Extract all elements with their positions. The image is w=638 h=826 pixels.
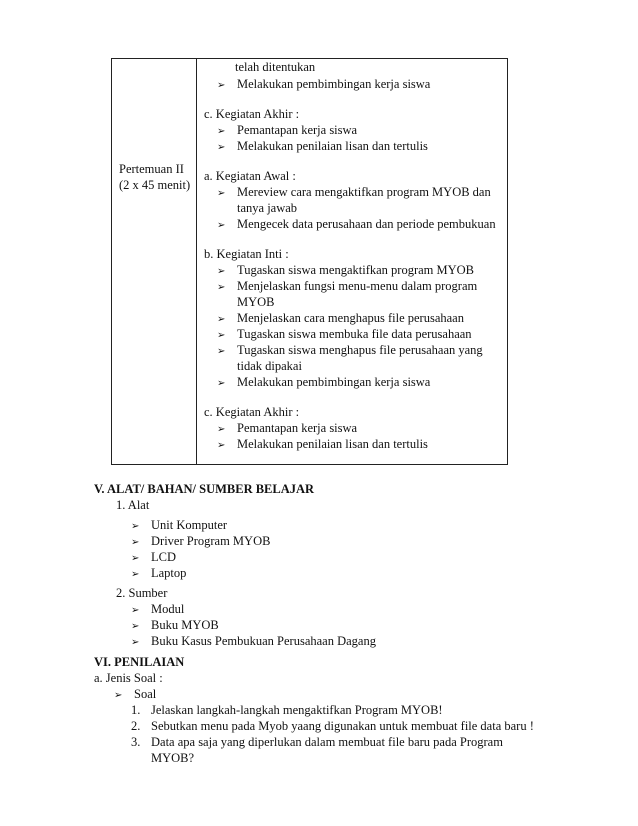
arrow-bullet-icon: ➢ [217, 142, 226, 153]
list-item: ➢ Pemantapan kerja siswa [217, 122, 357, 140]
activity-cell [197, 59, 508, 465]
arrow-bullet-icon: ➢ [217, 424, 226, 435]
continued-text: telah ditentukan [235, 60, 316, 74]
alat-heading: 1. Alat [116, 498, 150, 512]
question-item: 1. Jelaskan langkah-langkah mengaktifkan Program MYOB! [131, 703, 443, 717]
meeting-cell [112, 59, 197, 465]
list-item-continuation: MYOB [237, 295, 275, 309]
list-item-continuation: tidak dipakai [237, 359, 302, 373]
question-item: 3. Data apa saja yang diperlukan dalam membuat file baru pada Program [131, 735, 503, 749]
list-item: ➢ Laptop [131, 565, 186, 583]
list-item: ➢ Soal [114, 686, 156, 704]
arrow-bullet-icon: ➢ [131, 621, 140, 632]
list-item: ➢ LCD [131, 549, 176, 567]
list-item: ➢ Buku Kasus Pembukuan Perusahaan Dagang [131, 633, 376, 651]
arrow-bullet-icon: ➢ [217, 314, 226, 325]
list-item: ➢ Modul [131, 601, 184, 619]
akhir-heading: c. Kegiatan Akhir : [204, 405, 300, 419]
arrow-bullet-icon: ➢ [131, 521, 140, 532]
list-item: ➢ Mengecek data perusahaan dan periode pembukuan [217, 216, 496, 234]
sumber-heading: 2. Sumber [116, 586, 168, 600]
section-vi-heading: VI. PENILAIAN [94, 655, 185, 669]
list-item: ➢ Mereview cara mengaktifkan program MYOB dan [217, 184, 491, 202]
arrow-bullet-icon: ➢ [131, 553, 140, 564]
list-item: ➢ Melakukan pembimbingan kerja siswa [217, 374, 430, 392]
arrow-bullet-icon: ➢ [131, 605, 140, 616]
list-item: ➢ Tugaskan siswa mengaktifkan program MYOB [217, 262, 474, 280]
arrow-bullet-icon: ➢ [217, 80, 226, 91]
list-item-continuation: tanya jawab [237, 201, 298, 215]
list-item: ➢ Melakukan pembimbingan kerja siswa [217, 76, 430, 94]
meeting-duration: (2 x 45 menit) [119, 178, 191, 192]
inti-heading: b. Kegiatan Inti : [204, 247, 289, 261]
list-item: ➢ Buku MYOB [131, 617, 219, 635]
section-v-heading: V. ALAT/ BAHAN/ SUMBER BELAJAR [94, 482, 315, 496]
arrow-bullet-icon: ➢ [217, 378, 226, 389]
akhir-heading: c. Kegiatan Akhir : [204, 107, 300, 121]
list-item: ➢ Pemantapan kerja siswa [217, 420, 357, 438]
arrow-bullet-icon: ➢ [114, 690, 123, 701]
question-item: 2. Sebutkan menu pada Myob yaang digunakan untuk membuat file data baru ! [131, 719, 534, 733]
awal-heading: a. Kegiatan Awal : [204, 169, 296, 183]
arrow-bullet-icon: ➢ [131, 569, 140, 580]
list-item: ➢ Driver Program MYOB [131, 533, 270, 551]
arrow-bullet-icon: ➢ [217, 126, 226, 137]
list-item: ➢ Tugaskan siswa menghapus file perusahaan yang [217, 342, 483, 360]
list-item: ➢ Tugaskan siswa membuka file data perusahaan [217, 326, 472, 344]
arrow-bullet-icon: ➢ [131, 637, 140, 648]
arrow-bullet-icon: ➢ [217, 266, 226, 277]
arrow-bullet-icon: ➢ [217, 282, 226, 293]
arrow-bullet-icon: ➢ [217, 440, 226, 451]
meeting-title: Pertemuan II [119, 162, 184, 176]
list-item: ➢ Unit Komputer [131, 517, 227, 535]
list-item: ➢ Menjelaskan fungsi menu-menu dalam program [217, 278, 477, 296]
list-item: ➢ Menjelaskan cara menghapus file perusahaan [217, 310, 464, 328]
question-continuation: MYOB? [151, 751, 195, 765]
list-item: ➢ Melakukan penilaian lisan dan tertulis [217, 436, 428, 454]
arrow-bullet-icon: ➢ [217, 330, 226, 341]
lesson-activity-table [111, 58, 508, 465]
list-item: ➢ Melakukan penilaian lisan dan tertulis [217, 138, 428, 156]
arrow-bullet-icon: ➢ [217, 220, 226, 231]
meeting-label [119, 161, 190, 193]
arrow-bullet-icon: ➢ [217, 346, 226, 357]
arrow-bullet-icon: ➢ [217, 188, 226, 199]
arrow-bullet-icon: ➢ [131, 537, 140, 548]
jenis-soal-heading: a. Jenis Soal : [94, 671, 163, 685]
